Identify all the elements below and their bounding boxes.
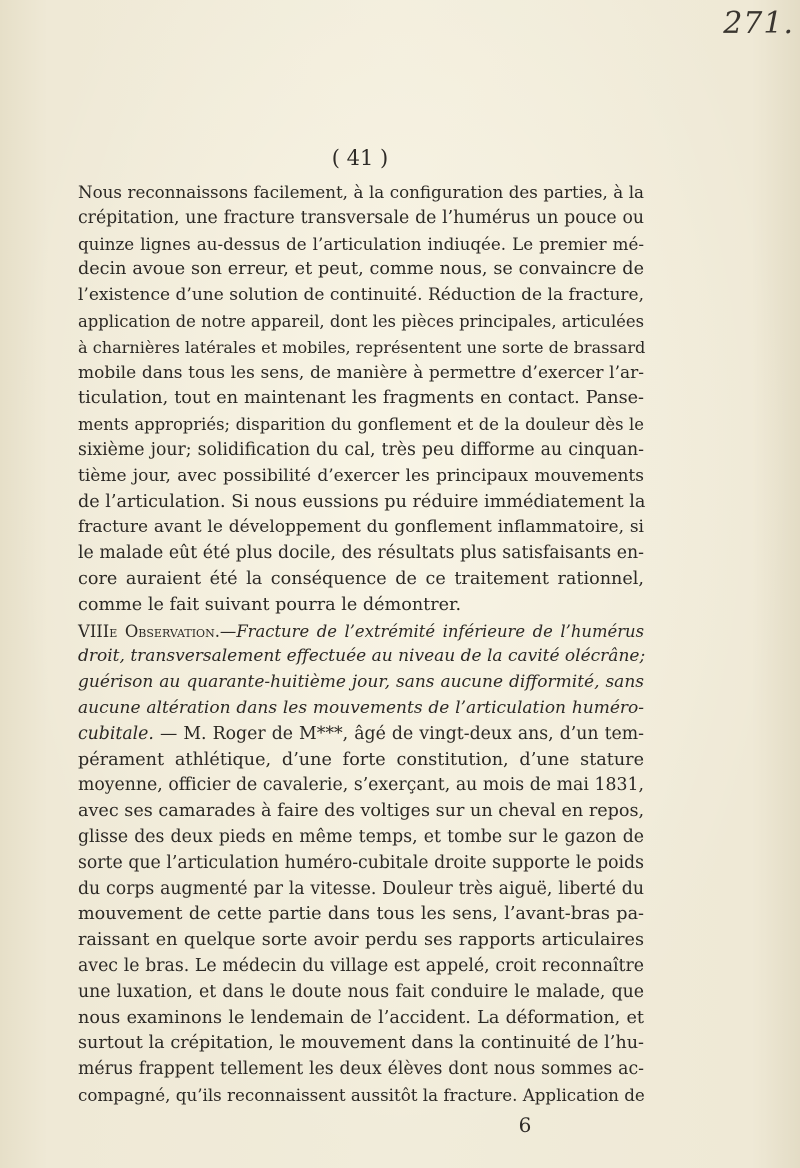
text-line: l’existence d’une solution de continuité. Réduction de la fracture, bbox=[78, 285, 644, 306]
text-line: raissant en quelque sorte avoir perdu ses rapports articulaires bbox=[78, 930, 644, 951]
body-text bbox=[78, 180, 644, 1109]
observation-heading-line bbox=[78, 619, 644, 645]
page-number: ( 41 ) bbox=[331, 146, 389, 170]
text-line: à charnières latérales et mobiles, représentent une sorte de brassard bbox=[78, 337, 646, 357]
text-line: compagné, qu’ils reconnaissent aussitôt la fracture. Application de bbox=[78, 1084, 645, 1105]
observation-body-first-line bbox=[78, 722, 644, 748]
text-line: pérament athlétique, d’une forte constitution, d’une stature bbox=[78, 749, 644, 770]
observation-title-line: droit, transversalement effectuée au niveau de la cavité olécrâne; bbox=[78, 646, 646, 667]
text-line: application de notre appareil, dont les pièces principales, articulées bbox=[78, 311, 644, 331]
observation-title-end: cubitale. bbox=[78, 723, 154, 744]
text-line: mobile dans tous les sens, de manière à permettre d’exercer l’ar- bbox=[78, 362, 644, 383]
text-line: fracture avant le développement du gonflement inflammatoire, si bbox=[78, 517, 644, 538]
handwritten-folio-number: 271. bbox=[723, 6, 794, 41]
text-line: crépitation, une fracture transversale de l’humérus un pouce ou bbox=[78, 207, 644, 228]
text-line: surtout la crépitation, le mouvement dans la continuité de l’hu- bbox=[78, 1033, 644, 1054]
signature-mark: 6 bbox=[518, 1113, 532, 1137]
text-line: nous examinons le lendemain de l’accident. La déformation, et bbox=[78, 1007, 644, 1028]
observation-title-line: guérison au quarante-huitième jour, sans aucune difformité, sans bbox=[78, 672, 644, 693]
text-line: avec le bras. Le médecin du village est appelé, croit reconnaître bbox=[78, 955, 644, 976]
text-line: ments appropriés; disparition du gonflement et de la douleur dès le bbox=[78, 415, 644, 435]
text-line: moyenne, officier de cavalerie, s’exerçant, au mois de mai 1831, bbox=[78, 775, 644, 796]
text-line: du corps augmenté par la vitesse. Douleur très aiguë, liberté du bbox=[78, 878, 644, 899]
text-line: tième jour, avec possibilité d’exercer les principaux mouvements bbox=[78, 465, 644, 486]
text-line: ticulation, tout en maintenant les fragments en contact. Panse- bbox=[78, 388, 644, 409]
text-line: sorte que l’articulation huméro-cubitale droite supporte le poids bbox=[78, 852, 644, 873]
observation-heading: VIIIe Observation. bbox=[78, 621, 220, 641]
text-line: avec ses camarades à faire des voltiges sur un cheval en repos, bbox=[78, 801, 645, 822]
text-line: decin avoue son erreur, et peut, comme nous, se convaincre de bbox=[78, 259, 644, 280]
text-line: glisse des deux pieds en même temps, et tombe sur le gazon de bbox=[78, 826, 644, 847]
text-line: Nous reconnaissons facilement, à la configuration des parties, à la bbox=[78, 182, 644, 202]
text-line: quinze lignes au-dessus de l’articulation indiuqée. Le premier mé- bbox=[78, 233, 644, 254]
text-line: core auraient été la conséquence de ce traitement rationnel, bbox=[78, 568, 644, 589]
observation-body-start: — M. Roger de M***, âgé de vingt-deux ans, d’un tem- bbox=[160, 723, 644, 744]
text-line: mérus frappent tellement les deux élèves dont nous sommes ac- bbox=[78, 1059, 644, 1080]
text-line: une luxation, et dans le doute nous fait conduire le malade, que bbox=[78, 981, 644, 1002]
text-line: mouvement de cette partie dans tous les sens, l’avant-bras pa- bbox=[78, 904, 644, 925]
observation-title: —Fracture de l’extrémité inférieure de l’humérus bbox=[219, 621, 645, 641]
text-line: le malade eût été plus docile, des résultats plus satisfaisants en- bbox=[78, 543, 644, 564]
text-line: de l’articulation. Si nous eussions pu réduire immédiatement la bbox=[78, 491, 646, 512]
text-line: sixième jour; solidification du cal, très peu difforme au cinquan- bbox=[78, 439, 644, 460]
text-line: comme le fait suivant pourra le démontrer. bbox=[78, 594, 462, 615]
observation-title-line: aucune altération dans les mouvements de l’articulation huméro- bbox=[78, 697, 644, 718]
